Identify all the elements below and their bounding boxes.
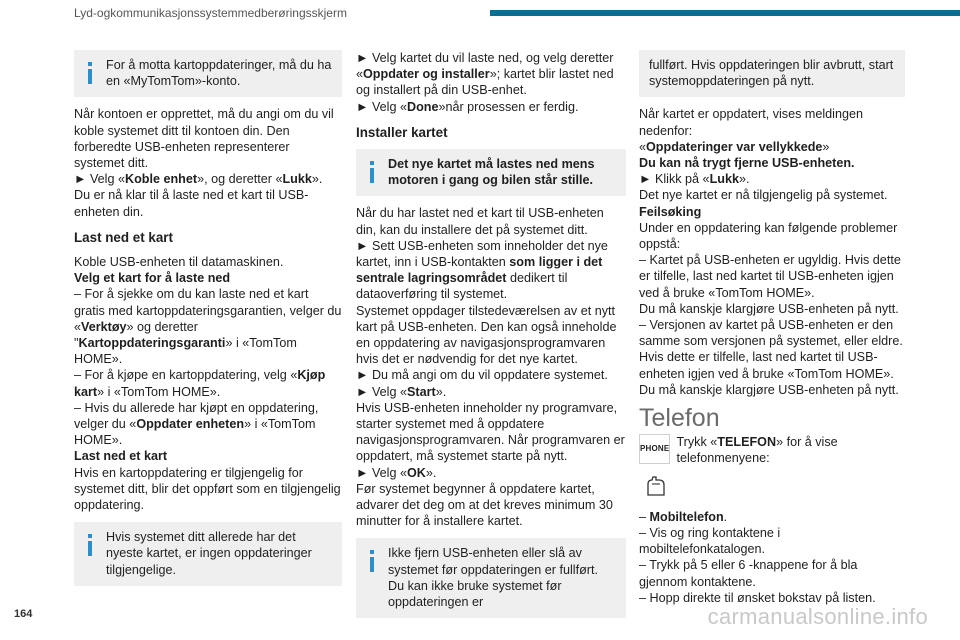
paragraph: Systemet oppdager tilstedeværelsen av et nytt kart på USB-enheten. Den kan også inneholde en oppdatering av navigasjonsprogramvaren hvis det er nødvendig for det nye kartet. (356, 303, 617, 367)
paragraph: – For å sjekke om du kan laste ned et kart gratis med kartoppdateringsgarantien, velger du «Verktøy» og deretter "Kartoppdateringsgaranti» i «TomTom HOME». (74, 287, 342, 367)
paragraph: ► Velg «Start». (356, 384, 447, 399)
paragraph: ► Klikk på «Lukk». (639, 172, 750, 187)
paragraph: Under en oppdatering kan følgende problemer oppstå: (639, 220, 898, 252)
paragraph: ► Velg «Done»når prosessen er ferdig. (356, 99, 579, 114)
paragraph: ► Velg kartet du vil laste ned, og velg deretter «Oppdater og installer»; kartet blir lastet ned og installert på din USB-enhet. (356, 51, 614, 98)
paragraph: – For å kjøpe en kartoppdatering, velg «Kjøp kart» i «TomTom HOME». (74, 368, 326, 399)
note-text: For å motta kartoppdateringer, må du ha en «MyTomTom»-konto. (106, 58, 332, 89)
paragraph: ► Velg «Koble enhet», og deretter «Lukk». (74, 172, 323, 187)
paragraph: Det nye kartet er nå tilgjengelig på systemet. (639, 188, 888, 203)
paragraph: Koble USB-enheten til datamaskinen. (74, 255, 284, 270)
column-1 (74, 50, 342, 586)
paragraph: Hvis en kartoppdatering er tilgjengelig for systemet ditt, blir det oppført som en tilgjengelig oppdatering. (74, 465, 341, 513)
paragraph-bold: «Oppdateringer var vellykkede» (639, 139, 830, 154)
paragraph-bold: Du kan nå trygt fjerne USB-enheten. (639, 156, 855, 171)
paragraph-bold: Feilsøking (639, 204, 702, 219)
section-heading: Last ned et kart (74, 229, 173, 245)
paragraph: – Versjonen av kartet på USB-enheten er den samme som versjonen på systemet, eller eldre. Hvis dette er tilfelle, last ned kartet til USB-enheten igjen ved å bruke «TomTom HOME». (639, 318, 903, 381)
paragraph-bold: Velg et kart for å laste ned (74, 271, 231, 286)
info-note (74, 50, 342, 97)
section-title: Telefon (639, 404, 720, 433)
note-text: Ikke fjern USB-enheten eller slå av systemet før oppdateringen er fullført. Du kan ikke bruke systemet før oppdateringen er (388, 546, 598, 610)
note-text: Det nye kartet må lastes ned mens motoren i gang og bilen står stille. (388, 157, 595, 188)
paragraph: Når du har lastet ned et kart til USB-enheten din, kan du installere det på systemet ditt. (356, 206, 604, 237)
list-item: – Hopp direkte til ønsket bokstav på listen. (639, 590, 876, 605)
paragraph: Du er nå klar til å laste ned et kart til USB-enheten din. (74, 188, 309, 219)
list-item: – Vis og ring kontaktene i mobiltelefonkatalogen. (639, 526, 781, 557)
paragraph: Du må kanskje klargjøre USB-enheten på nytt. (639, 382, 899, 397)
note-text: Hvis systemet ditt allerede har det nyeste kartet, er ingen oppdateringer tilgjengelige. (106, 530, 312, 577)
column-2 (356, 50, 626, 618)
hand-icon (645, 475, 667, 497)
paragraph: – Hvis du allerede har kjøpt en oppdatering, velger du «Oppdater enheten» i «TomTom HOME». (74, 400, 319, 448)
section-heading: Installer kartet (356, 124, 448, 140)
paragraph: ► Sett USB-enheten som inneholder det nye kartet, inn i USB-kontakten som ligger i det sentrale lagringsområdet dedikert til dataoverføring til systemet. (356, 238, 608, 302)
page-number: 164 (14, 608, 33, 620)
paragraph: Når kontoen er opprettet, må du angi om du vil koble systemet ditt til kontoen din. Den forberedte USB-enheten representerer systemet ditt. (74, 107, 334, 171)
paragraph: Før systemet begynner å oppdatere kartet, advarer det deg om at det kreves minimum 30 minutter for å installere kartet. (356, 481, 613, 529)
paragraph: Hvis USB-enheten inneholder ny programvare, starter systemet med å oppdatere navigasjonsprogramvaren. Når programvaren er oppdatert, må systemet starte på nytt. (356, 400, 625, 464)
list-item: – Mobiltelefon. (639, 509, 728, 524)
info-note (356, 538, 626, 618)
header-accent-bar (490, 10, 960, 16)
list-item: – Trykk på 5 eller 6 -knappene for å bla gjennom kontaktene. (639, 558, 858, 589)
paragraph-bold: Last ned et kart (74, 449, 168, 464)
phone-instruction (639, 434, 905, 466)
paragraph: Trykk «TELEFON» for å vise telefonmenyene: (676, 435, 838, 466)
info-icon (370, 161, 374, 183)
info-note-continued (639, 50, 905, 97)
paragraph: Du må kanskje klargjøre USB-enheten på nytt. (639, 301, 899, 316)
info-note (74, 522, 342, 586)
info-icon (88, 62, 92, 84)
column-3 (639, 50, 905, 606)
paragraph: Når kartet er oppdatert, vises meldingen nedenfor: (639, 107, 864, 138)
page-header-title: Lyd-ogkommunikasjonssystemmedberøringsskjerm (74, 6, 347, 20)
warning-note (356, 149, 626, 196)
paragraph: ► Velg «OK». (356, 465, 437, 480)
info-icon (88, 534, 92, 556)
paragraph: – Kartet på USB-enheten er ugyldig. Hvis dette er tilfelle, last ned kartet til USB-enheten igjen ved å bruke «TomTom HOME». (639, 253, 901, 300)
watermark: carmanualsonline.info (707, 604, 928, 629)
note-text: fullført. Hvis oppdateringen blir avbrutt, start systemoppdateringen på nytt. (649, 58, 894, 89)
info-icon (370, 550, 374, 572)
paragraph: ► Du må angi om du vil oppdatere systemet. (356, 368, 608, 383)
phone-icon: PHONE (639, 434, 670, 464)
